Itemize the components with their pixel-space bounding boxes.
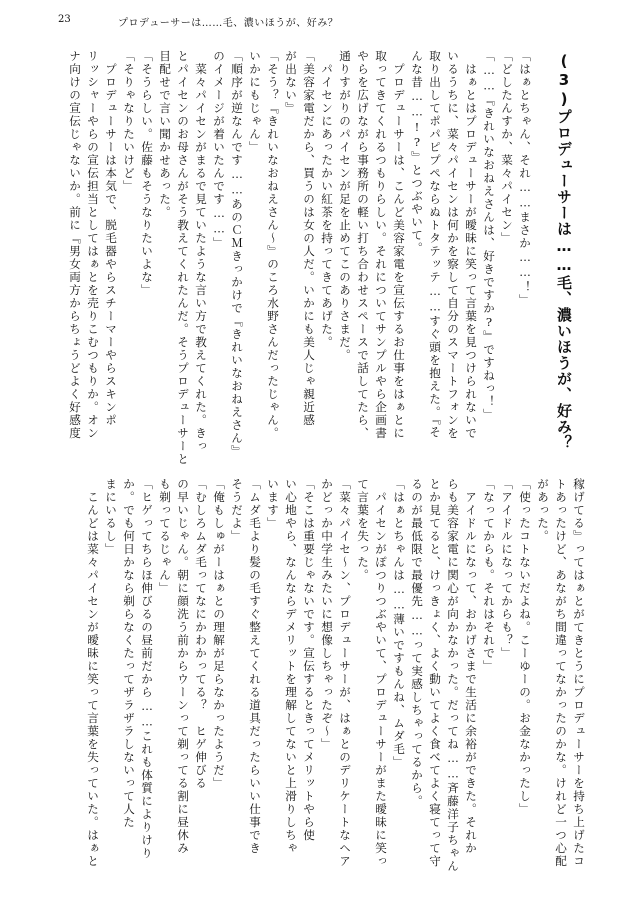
- text-column: が出ない』: [284, 50, 298, 115]
- text-column: があった。: [536, 478, 550, 543]
- text-column: アイドルになって、おかげさまで生活に余裕ができた。それか: [464, 478, 478, 855]
- text-column: とパイセンのお母さんがそう教えてくれたんだ。そうプロデューサーと: [176, 50, 190, 466]
- text-column: 「……『きれいなおねえさんは、好きですか?』ですねっ！」: [482, 50, 496, 422]
- text-column: るのが最低限で最優先……って実感しちゃってるから。: [410, 478, 424, 808]
- text-column: も剃ってるじゃん」: [158, 478, 172, 595]
- text-column: 目配せで言い聞かせあった。: [158, 50, 172, 219]
- text-column: いるうちに、菜々パイセンは何かを察して自分のスマートフォンを: [446, 50, 460, 440]
- text-column: 「なってからも。それはそれで」: [482, 478, 496, 673]
- text-column: 「菜々パイセ〜ン、プロデューサーが、はぁとのデリケートなヘア: [338, 478, 352, 868]
- text-column: のイメージが着いたんです……」: [212, 50, 226, 250]
- text-column: こんどは菜々パイセンが曖昧に笑って言葉を失っていた。はぁと: [86, 478, 100, 868]
- text-column: 「どしたんすか、菜々パイセン」: [500, 50, 514, 245]
- text-column: 「俺もしゅがーはぁとの理解が足らなかったようだ」: [212, 478, 226, 790]
- text-column: 取ってきてくれるつもりらしい。それについてサンプルやら企画書: [374, 50, 388, 440]
- text-column: て言葉を失った。: [356, 478, 370, 582]
- page-number: 23: [58, 14, 71, 25]
- text-column: 「順序が逆なんです……あのＣＭきっかけで『きれいなおねえさん』: [230, 50, 244, 458]
- text-column: 「そこは重要じゃないです。宣伝するときってメリットやら使: [302, 478, 316, 842]
- text-column: 「むしろムダ毛ってなにかわかってる？ ヒゲ伸びる: [194, 478, 208, 790]
- text-column: らも美容家電に関心が向かなかった。だってね……斉藤洋子ちゃん: [446, 478, 460, 873]
- text-column: 「そりゃなりたいけど」: [122, 50, 136, 193]
- text-column: 「そう？『きれいなおねえさん〜』のころ水野さんだったじゃん。: [266, 50, 280, 440]
- text-column: はぁとはプロデューサーが曖昧に笑って言葉を見つけられないで: [464, 50, 478, 440]
- text-column: そうだよ」: [230, 478, 244, 543]
- text-column: いかにもじゃん」: [248, 50, 262, 154]
- text-column: 「はぁとちゃんは……薄いですもんね、ムダ毛」: [392, 478, 406, 769]
- text-column: んな昔……!?』とつぶやいて。: [410, 50, 424, 255]
- text-column: かどっか中学生みたいに想像しちゃったぞ〜」: [320, 478, 334, 751]
- text-column: 「ヒゲってちらほ伸びるの昼前だから……これも体質によりけり: [140, 478, 154, 860]
- text-column: 「はぁとちゃん、それ……まさか……！」: [518, 50, 532, 307]
- text-column: プロデューサーは、こんど美容家電を宣伝するお仕事をはぁとに: [392, 50, 406, 440]
- text-column: まにいるし」: [104, 478, 118, 556]
- text-column: 通りすがりのパイセンが足を止めてこのありさまだ。: [338, 50, 352, 362]
- text-column: ナ向けの宣伝じゃないか。前に『男女両方からちょうどよく好感度: [68, 50, 82, 440]
- text-column: 「美容家電だから、買うのは女の人だ。いかにも美人じゃ親近感: [302, 50, 316, 427]
- text-column: トあったけど、あながち間違ってなかったのかな。けれど一つ心配: [554, 478, 568, 868]
- text-column: パイセンにあったかい紅茶を持ってきてあげた。: [320, 50, 334, 349]
- text-column: 「そうらしい。佐藤もそうなりたいよな」: [140, 50, 154, 297]
- text-column: リッシャーやらの宣伝担当としてはぁとを売りこむつもりか。オン: [86, 50, 100, 440]
- text-column: か。でも何日かなら剃らなくたってザラザラしないって人た: [122, 478, 136, 829]
- text-column: い心地やら、なんならデメリットを理解してないと上滑りしちゃ: [284, 478, 298, 855]
- text-column: 「使ったコトないだよね。こーゆーの。お金なかったし」: [518, 478, 532, 816]
- text-column: 取り出してポパピプペならぬトタテッテ……すぐ頭を抱えた。『そ: [428, 50, 442, 439]
- text-column: 「アイドルになってからも？」: [500, 478, 514, 660]
- text-column: 菜々パイセンがまるで見ていたような言い方で教えてくれた。きっ: [194, 50, 208, 453]
- text-column: やらを広げながら事務所の軽い打ち合わせスペースで話してたら、: [356, 50, 370, 440]
- text-column: 稼げてる』ってはぁとがてきとうにプロデューサーを持ち上げたコ: [572, 478, 586, 868]
- text-column: います」: [266, 478, 280, 530]
- text-column: プロデューサーは本気で、脱毛器やらスチーマーやらスキンポ: [104, 50, 118, 427]
- chapter-title: (3)プロデューサーは……毛、濃いほうが、好み？: [555, 52, 573, 451]
- text-column: 「ムダ毛より髪の毛すぐ整えてくれる道具だったらいい仕事でき: [248, 478, 262, 855]
- text-column: パイセンがぽつりつぶやいて、プロデューサーがまた曖昧に笑っ: [374, 478, 388, 868]
- text-column: とか見てると、けっきょく、よく動いてよく食べてよく寝てって守: [428, 478, 442, 868]
- text-column: の早いじゃん。朝に顔洗う前からウーンって剃ってる割に昼休み: [176, 478, 190, 855]
- running-header: プロデューサーは……毛、濃いほうが、好み？: [118, 18, 339, 29]
